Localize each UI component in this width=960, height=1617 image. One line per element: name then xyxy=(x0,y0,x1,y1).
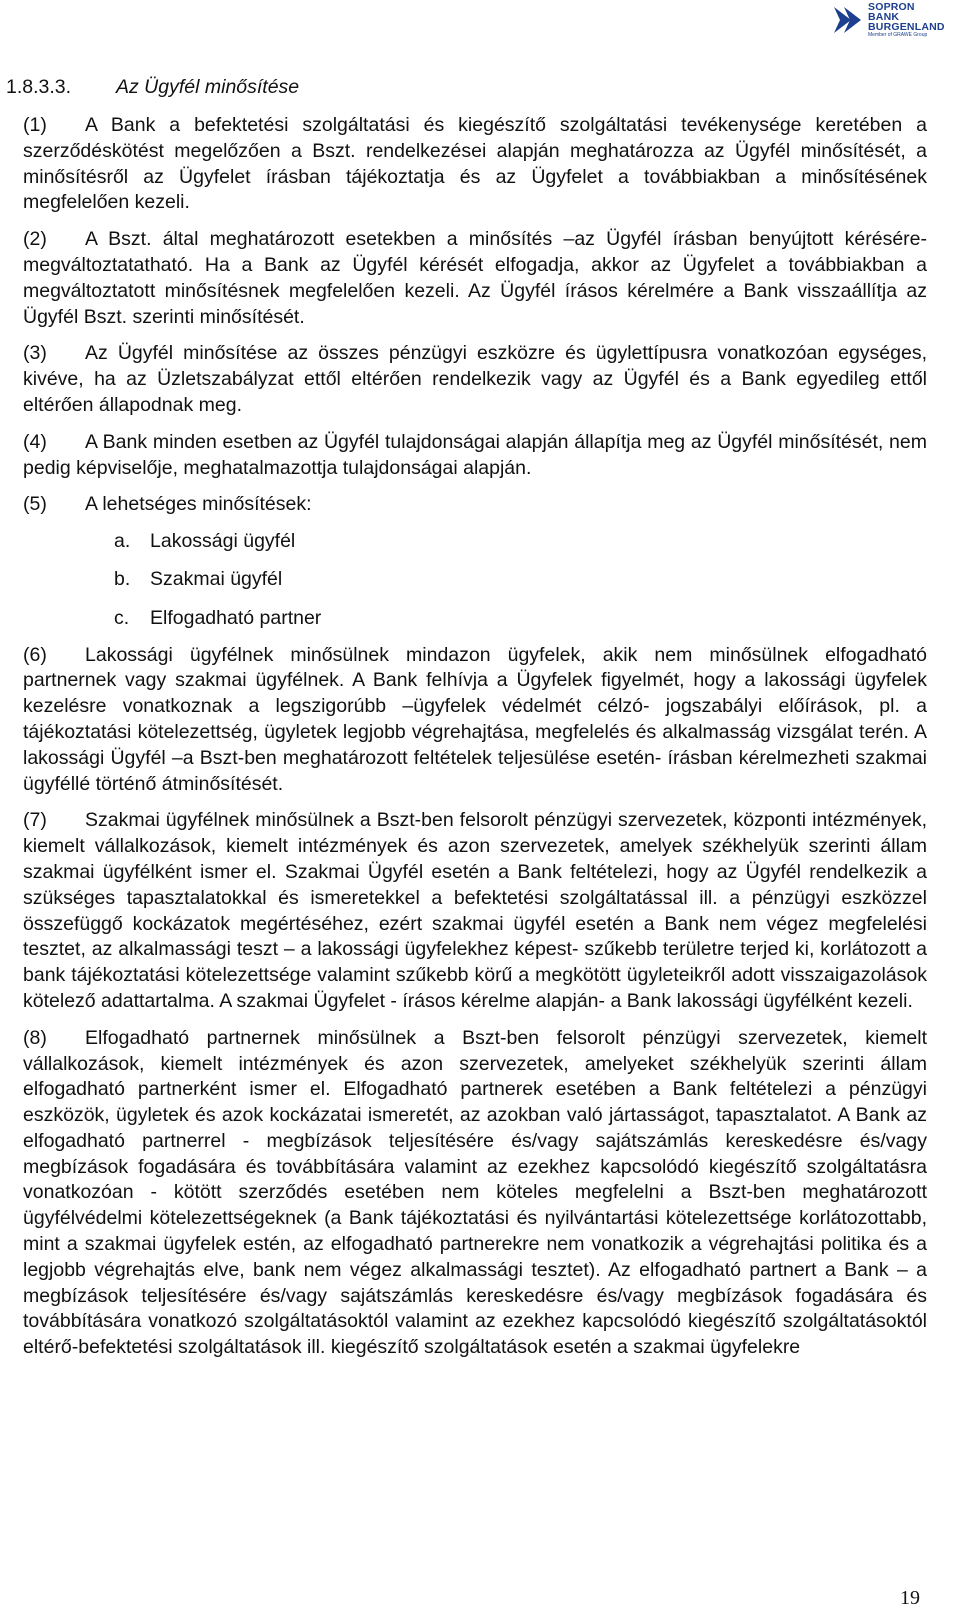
paragraph-number: (2) xyxy=(23,228,47,251)
paragraph-text: Elfogadható partnernek minősülnek a Bszt-ben felsorolt pénzügyi szervezetek, kiemelt vállalkozások, kiemelt intézmények és azon szervezetek, amelyeket székhelyük szerinti állam elfogadható partnerként ismer el. Elfogadható partnerek esetében a Bank feltételezi a pénzügyi eszközök, ügyletek és azok kockázatai ismeretét, az azokban való jártasságot, tapasztalatot. A Bank az elfogadható partnerrel - megbízások teljesítésére és/vagy sajátszámlás kereskedésre és/vagy megbízások fogadására és továbbítására valamint az ezekhez kapcsolódó kiegészítő szolgáltatásra vonatkozóan - kötött szerződés esetében nem köteles megfelelni a Bszt-ben meghatározott ügyfélvédelmi kötelezettségeknek (a Bank tájékoztatási és nyilvántartási kötelezettsége korlátozottabb, mint a szakmai ügyfelek estén, az elfogadható partnerekre nem vonatkozik a végrehajtási politika és a legjobb végrehajtás elve, bank nem végez alkalmassági tesztet). Az elfogadható partnert a Bank – a megbízások teljesítésére és/vagy sajátszámlás kereskedésre és/vagy megbízások fogadására és továbbítására vonatkozó szolgáltatásoktól valamint az ezekhez kapcsolódó kiegészítő szolgáltatásoktól eltérő-befektetési szolgáltatások ill. kiegészítő szolgáltatások esetén a szakmai ügyfelekre xyxy=(23,1026,927,1359)
section-number: 1.8.3.3. xyxy=(6,76,72,98)
paragraph-number: (7) xyxy=(23,809,47,832)
list-letter: c. xyxy=(114,606,130,629)
paragraph-text: Szakmai ügyfélnek minősülnek a Bszt-ben felsorolt pénzügyi szervezetek, központi intézmények, kiemelt vállalkozások, kiemelt intézmények és azon szervezetek, amelyek székhelyük szerinti állam szakmai ügyfélként ismer el. Szakmai Ügyfél esetén a Bank feltételezi, hogy az Ügyfél rendelkezik a szükséges tapasztalatokkal és ismeretekkel a befektetési szolgáltatással ill. a pénzügyi eszközzel összefüggő kockázatok megértéséhez, ezért szakmai ügyfél esetén a Bank nem végez megfelelési tesztet, az alkalmassági teszt – a lakossági ügyfelekhez képest- szűkebb területre terjed ki, korlátozott a bank tájékoztatási kötelezettsége valamint szűkebb körű a megkötött ügyleteikről adott visszaigazolások kötelező adattartalma. A szakmai Ügyfelet - írásos kérelme alapján- a Bank lakossági ügyfélként kezeli. xyxy=(23,809,927,1012)
qualification-list xyxy=(23,529,927,631)
paragraph-number: (4) xyxy=(23,430,47,453)
bank-logo xyxy=(830,2,948,40)
logo-line-2: BANK xyxy=(868,11,900,23)
list-letter: a. xyxy=(114,530,131,553)
paragraph-text: Az Ügyfél minősítése az összes pénzügyi eszközre és ügylettípusra vonatkozóan egységes, kivéve, ha az Üzletszabályzat ettől eltérően rendelkezik vagy az Ügyfél és a Bank egyedileg ettől eltérően állapodnak meg. xyxy=(23,342,927,416)
paragraph-4 xyxy=(23,430,927,482)
list-label: Szakmai ügyfél xyxy=(150,568,283,591)
paragraph-8 xyxy=(23,1026,927,1361)
bank-logo-wordmark xyxy=(868,2,945,39)
section-title: Az Ügyfél minősítése xyxy=(116,76,300,98)
paragraph-number: (5) xyxy=(23,493,47,516)
section-heading xyxy=(6,76,299,99)
paragraph-text: A Bszt. által meghatározott esetekben a minősítés –az Ügyfél írásban benyújtott kérésére- megváltoztatatható. Ha a Bank az Ügyfél kérését elfogadja, akkor az Ügyfelet a továbbiakban a megváltoztatott minősítésnek megfelelően kezeli. Az Ügyfél írásos kérelmére a Bank visszaállítja az Ügyfél Bszt. szerinti minősítését. xyxy=(23,228,927,328)
paragraph-2 xyxy=(23,227,927,330)
logo-line-1: SOPRON xyxy=(868,1,915,13)
bank-logo-icon xyxy=(830,4,864,36)
document-body xyxy=(23,113,927,1372)
paragraph-number: (6) xyxy=(23,643,47,666)
list-item xyxy=(114,606,927,632)
list-item xyxy=(114,529,927,555)
paragraph-number: (3) xyxy=(23,342,47,365)
paragraph-text: A lehetséges minősítések: xyxy=(85,493,312,516)
list-label: Lakossági ügyfél xyxy=(150,530,296,553)
paragraph-5 xyxy=(23,492,927,518)
paragraph-3 xyxy=(23,341,927,418)
list-label: Elfogadható partner xyxy=(150,606,322,629)
paragraph-number: (8) xyxy=(23,1026,47,1049)
paragraph-text: A Bank a befektetési szolgáltatási és kiegészítő szolgáltatási tevékenysége keretében a szerződéskötést megelőzően a Bszt. rendelkezései alapján meghatározza az Ügyfél minősítését, a minősítésről az Ügyfelet írásban tájékoztatja és az Ügyfelet a továbbiakban a minősítésének megfelelően kezeli. xyxy=(23,114,927,214)
paragraph-text: Lakossági ügyfélnek minősülnek mindazon ügyfelek, akik nem minősülnek elfogadható partnernek vagy szakmai ügyfélnek. A Bank felhívja a Ügyfelek figyelmét, hogy a lakossági ügyfelek kezelésre vonatkoznak a legszigorúbb –ügyfelek védelmét célzó- jogszabályi előírások, pl. a tájékoztatási kötelezettség, ügyletek legjobb végrehajtása, megfelelés és alkalmasság vizsgálat terén. A lakossági Ügyfél –a Bszt-ben meghatározott feltételek teljesülése esetén- írásban kérelmezheti szakmai ügyféllé történő átminősítését. xyxy=(23,643,927,795)
paragraph-6 xyxy=(23,643,927,798)
paragraph-text: A Bank minden esetben az Ügyfél tulajdonságai alapján állapítja meg az Ügyfél minősítését, nem pedig képviselője, meghatalmazottja tulajdonságai alapján. xyxy=(23,430,927,479)
logo-member-text: Member of GRAWE Group xyxy=(868,32,928,38)
paragraph-1 xyxy=(23,113,927,216)
paragraph-number: (1) xyxy=(23,114,47,136)
paragraph-7 xyxy=(23,808,927,1014)
logo-line-3: BURGENLAND xyxy=(868,21,945,33)
list-letter: b. xyxy=(114,568,131,591)
list-item xyxy=(114,567,927,593)
page-number: 19 xyxy=(900,1587,920,1609)
